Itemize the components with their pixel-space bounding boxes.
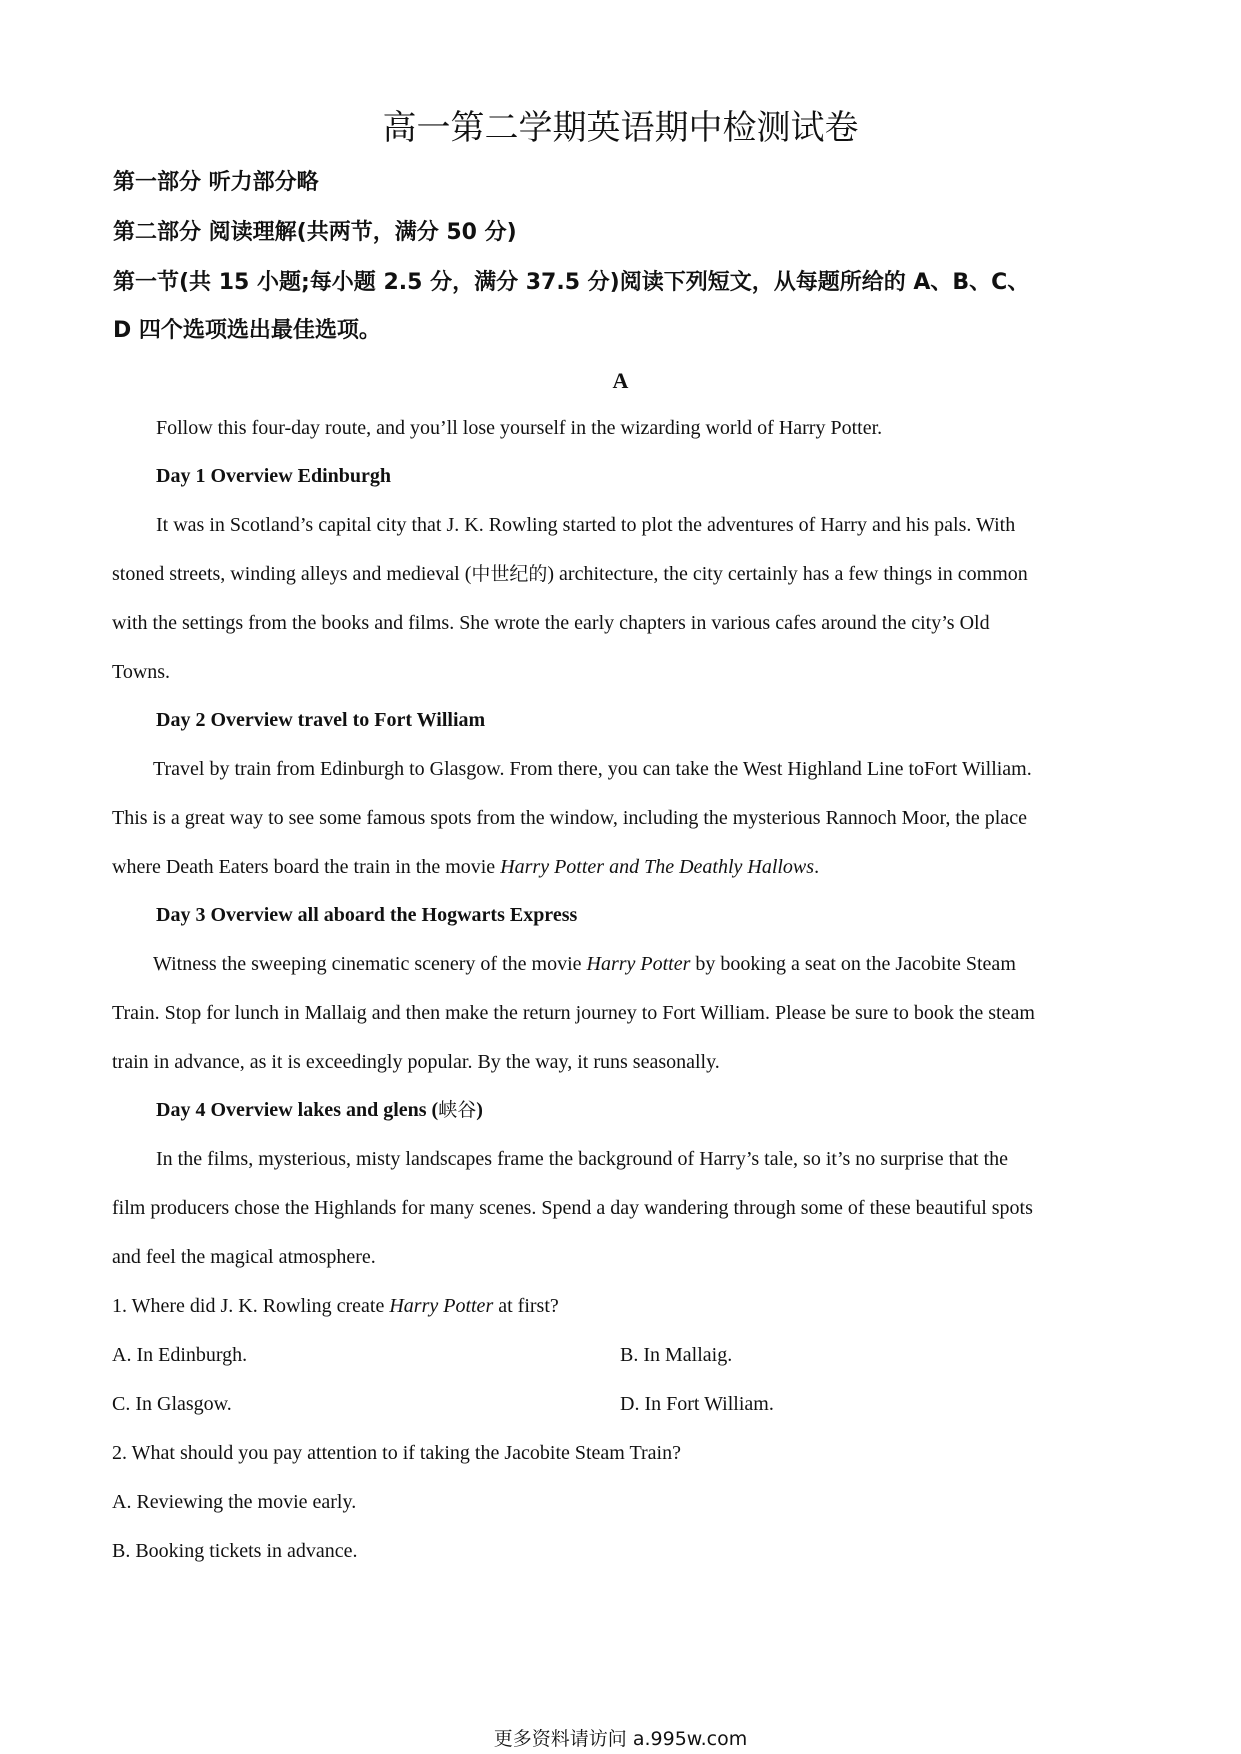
day3-line2: Train. Stop for lunch in Mallaig and then make the return journey to Fort William. Please be sure to book the steam bbox=[112, 1002, 1035, 1024]
question-2-stem: 2. What should you pay attention to if taking the Jacobite Steam Train? bbox=[112, 1442, 681, 1464]
day1-line2-part-a: stoned streets, winding alleys and medieval ( bbox=[112, 563, 472, 585]
day1-gloss: 中世纪的 bbox=[471, 563, 548, 585]
day2-line2: This is a great way to see some famous spots from the window, including the mysterious Rannoch Moor, the place bbox=[112, 807, 1027, 829]
day4-line3: and feel the magical atmosphere. bbox=[112, 1246, 376, 1268]
day1-line4: Towns. bbox=[112, 661, 171, 683]
section1-instruction-line1: 第一节(共 15 小题;每小题 2.5 分，满分 37.5 分)阅读下列短文，从每题所给的 A、B、C、 bbox=[113, 270, 1030, 295]
question-1-stem bbox=[112, 1292, 559, 1320]
question-1-stem-part-a: 1. Where did J. K. Rowling create bbox=[112, 1295, 390, 1317]
question-1-option-b: B. In Mallaig. bbox=[620, 1344, 733, 1366]
day4-gloss: 峡谷 bbox=[438, 1099, 477, 1121]
question-1-option-d: D. In Fort William. bbox=[620, 1393, 774, 1415]
question-1-stem-part-b: at first? bbox=[493, 1295, 559, 1317]
day1-line3: with the settings from the books and films. She wrote the early chapters in various cafes around the city’s Old bbox=[112, 612, 990, 634]
day2-heading: Day 2 Overview travel to Fort William bbox=[156, 709, 486, 731]
question-1-option-a: A. In Edinburgh. bbox=[112, 1344, 248, 1366]
day2-line1: Travel by train from Edinburgh to Glasgow. From there, you can take the West Highland Line toFort William. bbox=[153, 758, 1032, 780]
page-title: 高一第二学期英语期中检测试卷 bbox=[382, 108, 859, 148]
question-2-option-b: B. Booking tickets in advance. bbox=[112, 1540, 358, 1562]
movie-title-harry-potter: Harry Potter bbox=[586, 953, 691, 975]
day1-line1: It was in Scotland’s capital city that J. K. Rowling started to plot the adventures of Harry and his pals. With bbox=[156, 514, 1016, 536]
day4-heading-part-a: Day 4 Overview lakes and glens ( bbox=[156, 1099, 439, 1121]
day3-line1-part-a: Witness the sweeping cinematic scenery of the movie bbox=[153, 953, 587, 975]
question-2-option-a: A. Reviewing the movie early. bbox=[112, 1491, 357, 1513]
day3-heading: Day 3 Overview all aboard the Hogwarts Express bbox=[156, 904, 578, 926]
day3-line1-part-b: by booking a seat on the Jacobite Steam bbox=[690, 953, 1016, 975]
day3-line1 bbox=[153, 950, 1016, 978]
part2-heading: 第二部分 阅读理解(共两节，满分 50 分) bbox=[113, 220, 517, 245]
day1-line2 bbox=[112, 560, 1028, 588]
day3-line3: train in advance, as it is exceedingly popular. By the way, it runs seasonally. bbox=[112, 1051, 720, 1073]
day1-heading: Day 1 Overview Edinburgh bbox=[156, 465, 392, 487]
movie-title-deathly-hallows: Harry Potter and The Deathly Hallows bbox=[500, 856, 815, 878]
day4-line1: In the films, mysterious, misty landscapes frame the background of Harry’s tale, so it’s no surprise that the bbox=[156, 1148, 1009, 1170]
day2-line3 bbox=[112, 853, 819, 881]
section1-instruction-line2: D 四个选项选出最佳选项。 bbox=[113, 318, 381, 343]
footer-link-text: 更多资料请访问 a.995w.com bbox=[493, 1728, 748, 1750]
question-1-option-c: C. In Glasgow. bbox=[112, 1393, 232, 1415]
part1-heading: 第一部分 听力部分略 bbox=[113, 170, 319, 195]
passage-intro: Follow this four-day route, and you’ll lose yourself in the wizarding world of Harry Potter. bbox=[156, 417, 883, 439]
day4-heading bbox=[156, 1096, 483, 1124]
day1-line2-part-b: ) architecture, the city certainly has a few things in common bbox=[547, 563, 1028, 585]
day2-line3-part-a: where Death Eaters board the train in the movie bbox=[112, 856, 501, 878]
day2-line3-part-b: . bbox=[814, 856, 820, 878]
question-1-book-title: Harry Potter bbox=[389, 1295, 494, 1317]
day4-heading-part-b: ) bbox=[476, 1099, 483, 1121]
passage-letter: A bbox=[612, 368, 629, 393]
day4-line2: film producers chose the Highlands for many scenes. Spend a day wandering through some of these beautiful spots bbox=[112, 1197, 1033, 1219]
